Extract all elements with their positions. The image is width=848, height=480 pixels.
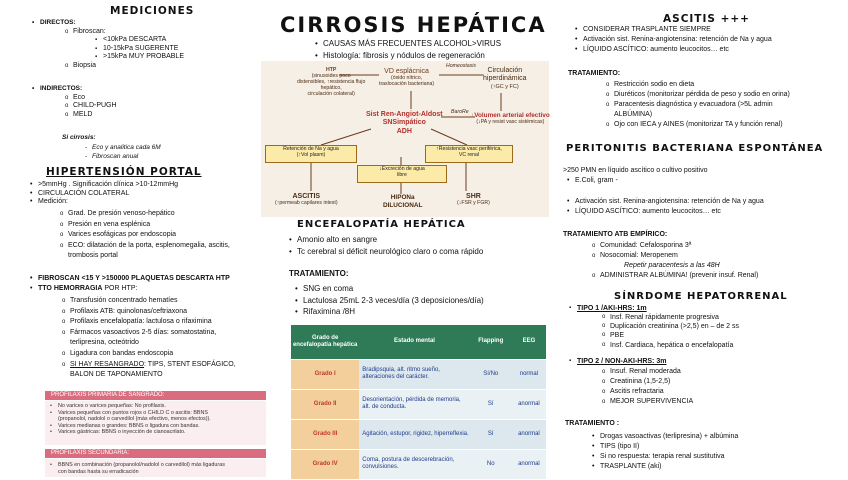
tipo2-list xyxy=(610,367,693,407)
tipo1-item: o PBE xyxy=(610,331,739,340)
table-header: Estado mental xyxy=(359,325,469,359)
pbe-list xyxy=(575,177,618,186)
pbe-list-2 xyxy=(575,197,764,217)
prof1-item: • Varices gástricas: BBNS o inyección de cianoacrilato. xyxy=(58,429,211,436)
ascitis-item: • Activación sist. Renina-angiotensina: retención de Na y agua xyxy=(583,35,772,45)
medicion-item: o ECO: dilatación de la porta, esplenomegalia, ascitis, xyxy=(68,241,230,252)
shr-trat-item: • Si no respuesta: terapia renal sustitutiva xyxy=(600,452,738,462)
cirrosis-items xyxy=(92,144,161,161)
encefalopatia-table xyxy=(291,325,546,480)
table-cell: Grado IV xyxy=(291,449,359,479)
hipertension-portal-section xyxy=(38,181,178,207)
shr-tratamiento-list xyxy=(600,432,738,472)
atb-title: TRATAMIENTO ATB EMPÍRICO: xyxy=(563,231,668,238)
table-row xyxy=(291,419,546,449)
fibroscan-plaquetas-line xyxy=(38,275,230,284)
table-cell: Sí/No xyxy=(470,359,512,389)
tratamiento-ence-title: TRATAMIENTO: xyxy=(289,269,349,278)
profilaxis-secundaria-header: PROFILAXIS SECUNDARIA: xyxy=(45,449,266,458)
diagram-htp: HTP (sinusoides poco distensibles, ↑resistencia flujo hepático, circulación colateral) xyxy=(297,67,366,97)
tipo1-item: o Insf. Cardiaca, hepática o encefalopatía xyxy=(610,341,739,350)
ence-item: • Tc cerebral si déficit neurológico claro o coma rápido xyxy=(297,246,483,258)
tto-item: o Profilaxis encefalopatía: lactulosa o rifaximina xyxy=(70,317,236,328)
histologia-item: • Histología: fibrosis y nódulos de regeneración xyxy=(323,50,501,62)
ascitis-title: ASCITIS +++ xyxy=(663,13,750,25)
tipo1-item: o Duplicación creatinina (>2,5) en – de 2 ss xyxy=(610,322,739,331)
tipo1-item: o Insf. Renal rápidamente progresiva xyxy=(610,313,739,322)
directos-label: • DIRECTOS: xyxy=(40,19,184,28)
shr-trat-item: • Drogas vasoactivas (terlipresina) + albúmina xyxy=(600,432,738,442)
diagram-barore: BaroRe xyxy=(451,109,469,115)
prof1-item: • Varices medianas o grandes: BBNS o ligadura con bandas. xyxy=(58,423,211,430)
tto-list xyxy=(70,296,236,381)
tipo2-item: o Creatinina (1,5-2,5) xyxy=(610,377,693,387)
ascitis-tratamiento-list xyxy=(614,80,790,130)
ascitis-item: • LÍQUIDO ASCÍTICO: aumento leucocitos… etc xyxy=(583,45,772,55)
biopsia-item: o Biopsia xyxy=(73,62,184,71)
asc-trat-item: ALBÚMINA) xyxy=(614,111,653,118)
table-cell: No xyxy=(470,449,512,479)
table-header-row xyxy=(291,325,546,359)
diagram-resistencia: ↑Resistencia vasc periférica, VC renal xyxy=(425,145,513,163)
diagram-hipona: HIPONa DILUCIONAL xyxy=(383,194,423,209)
table-cell: Grado II xyxy=(291,389,359,419)
pbe-line: >250 PMN en líquido ascítico o cultivo positivo xyxy=(563,167,708,174)
table-cell: anormal xyxy=(512,389,546,419)
trat-ence-item: • SNG en coma xyxy=(303,283,484,295)
arrow-sist-ret xyxy=(321,129,371,145)
atb-list xyxy=(600,241,758,281)
prof1-item: • Varices pequeñas con puntos rojos o CHILD C o ascitis: BBNS xyxy=(58,410,211,417)
hp-item: • >5mmHg . Significación clínica >10-12mmHg xyxy=(38,181,178,190)
fibro-item: ▪ >15kPa MUY PROBABLE xyxy=(103,53,184,62)
table-cell: Bradipsquia, alt. ritmo sueño, alteraciones del carácter. xyxy=(359,359,469,389)
diagram-shr: SHR (↓FSR y FGR) xyxy=(457,193,490,206)
table-header: EEG xyxy=(512,325,546,359)
tto-hemorragia-suffix: POR HTP: xyxy=(102,285,138,292)
table-row xyxy=(291,389,546,419)
resangrado-text: : TIPS, STENT ESOFÁGICO, xyxy=(144,360,236,368)
ence-item: • Amonio alto en sangre xyxy=(297,234,483,246)
resangrado-text-2: BALON DE TAPONAMIENTO xyxy=(70,371,163,379)
hepatorrenal-section xyxy=(577,304,647,313)
shr-tratamiento-title: TRATAMIENTO : xyxy=(565,420,620,427)
diagram-circulacion: Circulación hiperdinámica (↑GC y FC) xyxy=(483,67,527,90)
table-cell: normal xyxy=(512,359,546,389)
diagram-excrecion: ↓Excreción de agua libre xyxy=(357,165,447,183)
asc-trat-item: o Diuréticos (monitorizar pérdida de peso y sodio en orina) xyxy=(614,90,790,100)
tipo1-list xyxy=(610,313,739,350)
asc-trat-item: o Paracentesis diagnóstica y evacuadora (>5L admin xyxy=(614,100,790,110)
diagram-volumen: ↓Volumen arterial efectivo (↓PA y resist vasc sistémicas) xyxy=(471,112,550,125)
tipo2-item: o Ascitis refractaria xyxy=(610,387,693,397)
table-cell: anormal xyxy=(512,419,546,449)
hp-item: • Medición: xyxy=(38,198,178,207)
profilaxis-primaria-header: PROFILAXIS PRIMARIA DE SANGRADO: xyxy=(45,391,266,400)
diagram-homeostasis: Homeostasis xyxy=(446,63,476,69)
tipo2-label: ▪ TIPO 2 / NON-AKI-HRS: 3m xyxy=(577,357,666,366)
table-header: Grado de encefalopatía hepática xyxy=(291,325,359,359)
medicion-item: trombosis portal xyxy=(68,252,118,259)
center-intro xyxy=(323,38,501,62)
prof2-item: • BBNS en combinación (propanolol/nadolol o carvedilol) más ligaduras xyxy=(58,462,225,469)
peritonitis-title: PERITONITIS BACTERIANA ESPONTÁNEA xyxy=(566,143,824,154)
fibro-item: ▪ <10kPa DESCARTA xyxy=(103,36,184,45)
atb-item: o Comunidad: Cefalosporina 3ª xyxy=(600,241,758,251)
ascitis-list xyxy=(583,25,772,55)
tipo1-label: ▪ TIPO 1 /AKI-HRS: 1m xyxy=(577,304,647,313)
atb-item: Repetir paracentesis a las 48H xyxy=(624,262,720,269)
medicion-list xyxy=(68,209,230,262)
pbe-item: • E.Coli, gram - xyxy=(575,177,618,186)
table-cell: Desorientación, pérdida de memoria, alt. de conducta. xyxy=(359,389,469,419)
tto-item: o Profilaxis ATB: quinolonas/ceftriaxona xyxy=(70,307,236,318)
table-cell: Coma, postura de descerebración, convulsiones. xyxy=(359,449,469,479)
trat-ence-item: • Rifaximina /8H xyxy=(303,306,484,318)
table-cell: Sí xyxy=(470,389,512,419)
tipo2-section xyxy=(577,357,666,366)
prof2-item: con bandas hasta su erradicación xyxy=(58,468,139,475)
indirectos-item: o CHILD-PUGH xyxy=(73,102,117,111)
tto-item: terlipresina, octeótrido xyxy=(70,339,139,347)
fibro-item: ▪ 10-15kPa SUGERENTE xyxy=(103,45,184,54)
tto-hemorragia-line xyxy=(38,285,137,294)
profilaxis-primaria-list xyxy=(58,403,211,436)
diagram-ascitis: ASCITIS (↑permeab capilares intest) xyxy=(275,193,338,206)
si-cirrosis-label: Si cirrosis: xyxy=(62,134,96,141)
hepatorrenal-title: SÍNRDOME HEPATORRENAL xyxy=(614,291,788,302)
encefalopatia-list xyxy=(297,234,483,258)
fibroscan-plaquetas-text: • FIBROSCAN <15 Y >150000 PLAQUETAS DESCARTA HTP xyxy=(38,275,230,284)
tto-hemorragia-label: TTO HEMORRAGIA xyxy=(38,285,103,292)
table-cell: Sí xyxy=(470,419,512,449)
atb-item: o ADMINISTRAR ALBÚMINA! (prevenir insuf. Renal) xyxy=(600,271,758,281)
asc-trat-item: o Ojo con IECA y AINES (monitorizar TA y función renal) xyxy=(614,120,790,130)
profilaxis-secundaria-list xyxy=(58,462,225,475)
cirrosis-item: - Eco y analitica cada 6M xyxy=(92,144,161,153)
medicion-item: o Presión en vena esplénica xyxy=(68,220,230,231)
tto-item: o Fármacos vasoactivos 2-5 días: somatostatina, xyxy=(70,328,236,339)
resangrado-label: SI HAY RESANGRADO xyxy=(70,360,145,368)
table-cell: Grado I xyxy=(291,359,359,389)
tipo2-item: o MEJOR SUPERVIVENCIA xyxy=(610,397,693,407)
fibroscan-label: o Fibroscan: xyxy=(73,28,184,37)
indirectos-item: o Eco xyxy=(73,94,117,103)
indirectos-label: • INDIRECTOS: xyxy=(40,85,117,94)
indirectos-section xyxy=(28,85,117,119)
pbe-item: • Activación sist. Renina-angiotensina: retención de Na y agua xyxy=(575,197,764,207)
shr-trat-item: • TIPS (tipo II) xyxy=(600,442,738,452)
trat-ence-item: • Lactulosa 25mL 2-3 veces/día (3 deposiciones/día) xyxy=(303,295,484,307)
pbe-item: • LÍQUIDO ASCÍTICO: aumento leucocitos… etc xyxy=(575,207,764,217)
table-row xyxy=(291,449,546,479)
tto-item: o Ligadura con bandas endoscopia xyxy=(70,349,236,360)
hp-item: • CIRCULACIÓN COLATERAL xyxy=(38,190,178,199)
table-cell: Grado III xyxy=(291,419,359,449)
table-cell: Agitación, estupor, rigidez, hiperreflexia. xyxy=(359,419,469,449)
causas-item: • CAUSAS MÁS FRECUENTES ALCOHOL>VIRUS xyxy=(323,38,501,50)
page-title: CIRROSIS HEPÁTICA xyxy=(280,13,547,37)
tto-item: o Transfusión concentrado hematíes xyxy=(70,296,236,307)
diagram-vd: VD esplácnica (óxido nítrico, traslocación bacteriana) xyxy=(379,68,435,87)
medicion-item: o Grad. De presión venoso-hepático xyxy=(68,209,230,220)
tratamiento-ence-list xyxy=(303,283,484,318)
tipo2-item: o Insuf. Renal moderada xyxy=(610,367,693,377)
fisiopatologia-diagram xyxy=(261,61,549,217)
encefalopatia-title: ENCEFALOPATÍA HEPÁTICA xyxy=(297,219,466,230)
cirrosis-item: - Fibroscan anual xyxy=(92,153,161,162)
table-row xyxy=(291,359,546,389)
shr-trat-item: • TRASPLANTE (aki) xyxy=(600,462,738,472)
atb-item: o Nosocomial: Meropenem xyxy=(600,251,758,261)
diagram-sistemas: Sist Ren-Angiot-Aldost SNSimpático ADH xyxy=(366,111,443,135)
ascitis-item: • CONSIDERAR TRASPLANTE SIEMPRE xyxy=(583,25,772,35)
table-cell: anormal xyxy=(512,449,546,479)
indirectos-item: o MELD xyxy=(73,111,117,120)
ascitis-tratamiento-title: TRATAMIENTO: xyxy=(568,70,621,77)
mediciones-section xyxy=(28,19,184,71)
table-header: Flapping xyxy=(470,325,512,359)
mediciones-title: MEDICIONES xyxy=(110,5,195,17)
prof1-item: • No varices o varices pequeñas: No profilaxis. xyxy=(58,403,211,410)
prof1-item: (propanolol, nadolol o carvedilol (más efectivo, menos efectos)). xyxy=(58,416,211,423)
hipertension-portal-title: HIPERTENSIÓN PORTAL xyxy=(46,166,202,178)
asc-trat-item: o Restricción sodio en dieta xyxy=(614,80,790,90)
diagram-retencion: Retención de Na y agua (↑Vol plasm) xyxy=(265,145,357,163)
medicion-item: o Varices esofágicas por endoscopia xyxy=(68,230,230,241)
